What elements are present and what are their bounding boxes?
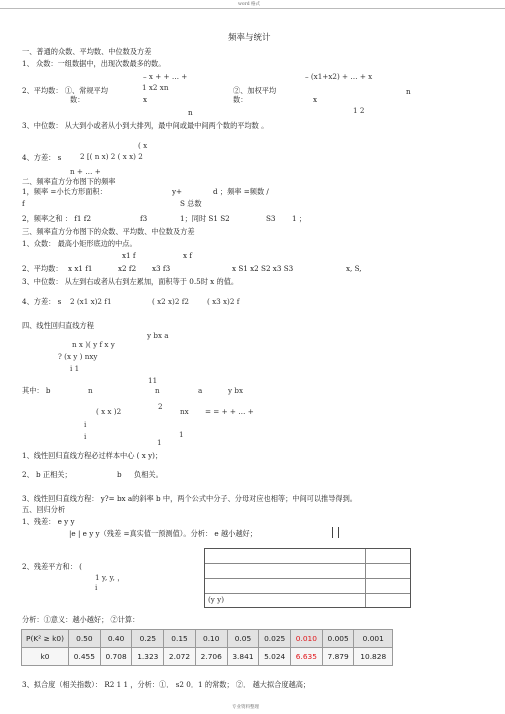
frequency-sum-s3: S3 — [266, 214, 276, 223]
table-cell: 0.001 — [354, 630, 393, 648]
mean-label-2: 数： — [70, 95, 85, 104]
chi-square-table — [21, 629, 393, 666]
abs-bar-right — [338, 527, 339, 538]
histogram-variance-t1: 2 (x1 x)2 f1 — [70, 297, 112, 306]
regression-i-1: i — [84, 420, 87, 429]
variance-fragment: ( x — [138, 141, 148, 150]
histogram-mean-top-1: x1 f — [122, 251, 136, 260]
mean-formula-top: – x + + … + — [143, 72, 188, 81]
table-cell: 2.072 — [164, 648, 196, 666]
residual-meaning: 分析：①意义：越小越好； ②计算： — [22, 615, 140, 624]
residual-sum-squares: 2、残差平方和： ( — [22, 562, 82, 571]
regression-denominator-2: 2 — [158, 402, 163, 411]
table-cell: 0.005 — [322, 630, 354, 648]
grid-col-line — [365, 549, 366, 607]
grid-row-line — [205, 593, 410, 594]
regression-n2: n — [155, 386, 160, 395]
histogram-mean-area-form: x S1 x2 S2 x3 S3 — [232, 264, 294, 273]
table-cell: 0.50 — [69, 630, 101, 648]
table-cell: 2.706 — [195, 648, 227, 666]
mean-label: 2、平均数： ①、常规平均 — [22, 86, 108, 95]
table-cell: 0.15 — [164, 630, 196, 648]
frequency-count: d ；频率 =频数 / — [213, 187, 269, 196]
regression-one-1: 1 — [179, 430, 184, 439]
table-cell: 10.828 — [354, 648, 393, 666]
frequency-sum-f3: f3 — [140, 214, 148, 223]
histogram-mean-top-2: x f — [183, 251, 192, 260]
mean-formula-mid: 1 x2 xn — [142, 83, 169, 92]
table-cell: 0.10 — [195, 630, 227, 648]
table-cell: 0.40 — [100, 630, 132, 648]
table-row — [22, 630, 393, 648]
table-cell-highlight: 0.010 — [291, 630, 323, 648]
section-3-heading: 三、频率直方分布图下的众数、平均数、中位数及方差 — [22, 227, 195, 236]
weighted-denominator: n — [406, 87, 411, 96]
regression-numerator-2: ? (x y ) nxy — [58, 352, 98, 361]
residual-grid-formula: (y y) — [208, 595, 225, 604]
residual-sum-index: i — [95, 583, 98, 592]
residual-definition: 1、残差： e y y — [22, 517, 75, 526]
weighted-formula-top: – (x1+x2) + … + x — [305, 72, 373, 81]
mode-definition: 1、 众数：一组数据中，出现次数最多的数。 — [22, 59, 166, 68]
section-2-heading: 二、频率直方分布图下的频率 — [22, 177, 116, 186]
regression-a: a — [198, 386, 203, 395]
abs-bar-left — [332, 527, 333, 538]
variance-label: 4、方差： s — [22, 153, 62, 162]
frequency-total: S 总数 — [180, 199, 202, 208]
table-row — [22, 648, 393, 666]
histogram-mean-x3f3: x3 f3 — [152, 264, 171, 273]
regression-sign-b: b — [117, 470, 122, 479]
section-4-heading: 四、线性回归直线方程 — [22, 321, 94, 330]
page-title: 频率与统计 — [228, 33, 271, 43]
table-cell-highlight: 6.635 — [291, 648, 323, 666]
grid-row-line — [205, 563, 410, 564]
table-cell: 0.025 — [259, 630, 291, 648]
mean-symbol-x: x — [143, 95, 148, 104]
table-cell: 0.25 — [132, 630, 164, 648]
table-cell: 0.455 — [69, 648, 101, 666]
variance-formula: 2 [( n x) 2 ( x x) 2 — [80, 152, 143, 161]
weighted-subscripts: 1 2 — [353, 106, 365, 115]
histogram-variance-t2: ( x2 x)2 f2 — [152, 297, 189, 306]
table-cell: 1.323 — [132, 648, 164, 666]
variance-denominator: n + … + — [70, 167, 101, 176]
mean-denominator: n — [188, 108, 193, 117]
regression-sign-negative: 负相关。 — [134, 470, 163, 479]
table-cell: 0.05 — [227, 630, 259, 648]
residual-sum-terms: 1 y, y, ， — [95, 573, 125, 582]
regression-denominator: ( x x )2 — [96, 407, 122, 416]
weighted-symbol-x: x — [313, 95, 318, 104]
frequency-sum-s: 1；同时 S1 S2 — [180, 214, 230, 223]
frequency-area-2: y+ — [172, 187, 183, 196]
table-cell: 3.841 — [227, 648, 259, 666]
histogram-mean-label: 2、平均数： — [22, 264, 63, 273]
residual-grid — [204, 548, 411, 608]
regression-index: i 1 — [70, 364, 80, 373]
regression-numerator: n x )( y f x y — [72, 340, 115, 349]
header-rule — [0, 8, 505, 9]
frequency-f: f — [22, 199, 25, 208]
histogram-mode: 1、众数： 最高小矩形底边的中点。 — [22, 239, 137, 248]
regression-intercept: y bx — [228, 386, 243, 395]
regression-i-2: i — [84, 432, 87, 441]
table-cell: 7.879 — [322, 648, 354, 666]
table-cell: 5.024 — [259, 648, 291, 666]
regression-slope-note: 3、线性回归直线方程： y?= bx a的斜率 b 中，两个公式中分子、分母对应也相等；中间可以推导得到。 — [22, 494, 357, 503]
header-label: word 格式 — [238, 2, 261, 7]
histogram-mean-tail: x, S, — [346, 264, 362, 273]
weighted-mean-label: ②、加权平均 — [233, 86, 277, 95]
regression-nx: nx — [180, 407, 189, 416]
table-row-label: k0 — [22, 648, 69, 666]
regression-one-2: 1 — [157, 438, 162, 447]
footer-label: 专业资料整理 — [232, 705, 259, 710]
regression-index-2: 11 — [148, 376, 158, 385]
histogram-median: 3、中位数： 从左到右或者从右到左累加，面积等于 0.5时 x 的值。 — [22, 277, 239, 286]
table-cell: 0.708 — [100, 648, 132, 666]
regression-sign-positive: 2、 b 正相关； — [22, 470, 72, 479]
histogram-mean-x2f2: x2 f2 — [118, 264, 137, 273]
histogram-variance-label: 4、方差： s — [22, 297, 62, 306]
regression-n1: n — [88, 386, 93, 395]
median-definition: 3、中位数： 从大到小或者从小到大排列，最中间或最中间两个数的平均数 。 — [22, 121, 269, 130]
residual-analysis: |e | e y y（残差 =真实值一预测值）。分析： e 越小越好； — [69, 529, 257, 538]
section-5-heading: 五、回归分析 — [22, 505, 66, 514]
frequency-area: 1，频率 =小长方形面积： — [22, 187, 107, 196]
histogram-mean-x1f1: x x1 f1 — [68, 264, 93, 273]
regression-sum: = = + + … + — [205, 407, 254, 416]
regression-center: 1、线性回归直线方程必过样本中心 ( x y)； — [22, 451, 163, 460]
regression-equation: y bx a — [147, 331, 169, 340]
frequency-sum-end: 1 ； — [292, 214, 307, 223]
weighted-mean-label-2: 数： — [233, 95, 248, 104]
regression-where: 其中： b — [22, 386, 51, 395]
section-1-heading: 一、普通的众数、平均数、中位数及方差 — [22, 47, 152, 56]
grid-row-line — [205, 578, 410, 579]
histogram-variance-t3: ( x3 x)2 f — [207, 297, 240, 306]
table-row-label: P(K² ≥ k0) — [22, 630, 69, 648]
frequency-sum: 2，频率之和 ： f1 f2 — [22, 214, 92, 223]
goodness-of-fit: 3、拟合度（相关指数）： R2 1 1 ，分析：①． s2 0．1 的常数； ②． 越大拟合度越高； — [22, 680, 311, 689]
